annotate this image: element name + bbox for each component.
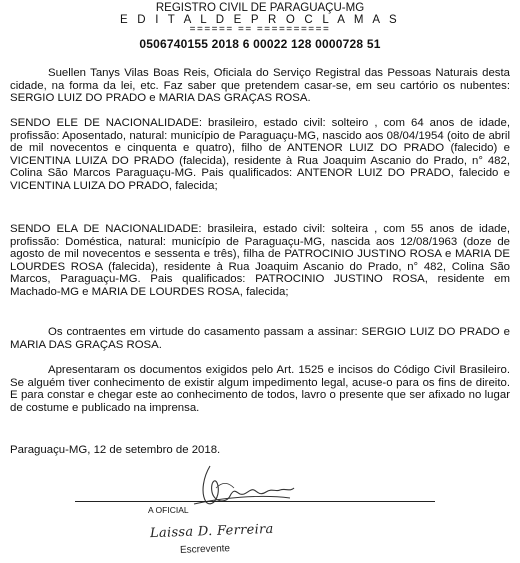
registry-title: REGISTRO CIVIL DE PARAGUAÇU-MG bbox=[155, 2, 365, 14]
signature-line bbox=[75, 501, 435, 502]
signature-label: A OFICIAL bbox=[148, 505, 189, 515]
bride-paragraph: SENDO ELA DE NACIONALIDADE: brasileira, estado civil: solteira , com 55 anos de idade, profissão: Doméstica, natural: município de Paraguaçu-MG, nascida aos 12/08/1963 (doze de agosto de mil novecentos e sessenta e três), filha de PATROCINIO JUSTINO ROSA e MARIA DE LOURDES ROSA (falecida), residente à Rua Joaquim Ascanio do Prado, n° 482, Colina São Marcos, Paraguaçu-MG. Pais qualificados: PATROCINIO JUSTINO ROSA, residente em Machado-MG e MARIA DE LOURDES ROSA, falecida; bbox=[10, 223, 510, 298]
edital-title: E D I T A L D E P R O C L A M A S bbox=[120, 14, 400, 26]
stamp-name: Laissa D. Ferreira bbox=[149, 521, 274, 542]
stamp-role: Escrevente bbox=[179, 543, 231, 556]
handwritten-signature bbox=[190, 458, 300, 513]
title-underline: ====== == ========== bbox=[189, 24, 331, 35]
intro-paragraph: Suellen Tanys Vilas Boas Reis, Oficiala do Serviço Registral das Pessoas Naturais desta cidade, na forma da lei, etc. Faz saber que pretendem casar-se, em seu cartório os nubentes: SERGIO LUIZ DO PRADO e MARIA DAS GRAÇAS ROSA. bbox=[10, 67, 510, 105]
documents-paragraph: Apresentaram os documentos exigidos pelo Art. 1525 e incisos do Código Civil Brasileiro. Se alguém tiver conhecimento de existir algum impedimento legal, acuse-o para os fins de direito. E para constar e chegar este ao conhecimento de todos, lavro o presente que ser afixado no lugar de costume e publicado na imprensa. bbox=[10, 364, 510, 414]
groom-paragraph: SENDO ELE DE NACIONALIDADE: brasileiro, estado civil: solteiro , com 64 anos de idade, profissão: Aposentado, natural: município de Paraguaçu-MG, nascido aos 08/04/1954 (oito de abril de mil novecentos e cinquenta e quatro), filho de ANTENOR LUIZ DO PRADO (falecido) e VICENTINA LUIZA DO PRADO (falecida), residente à Rua Joaquim Ascanio do Prado, n° 482, Colina São Marcos Paraguaçu-MG. Pais qualificados: ANTENOR LUIZ DO PRADO, falecido e VICENTINA LUIZA DO PRADO, falecida; bbox=[10, 117, 510, 192]
signature-names-paragraph: Os contraentes em virtude do casamento passam a assinar: SERGIO LUIZ DO PRADO e MARIA DAS GRAÇAS ROSA. bbox=[10, 326, 510, 351]
date-line: Paraguaçu-MG, 12 de setembro de 2018. bbox=[10, 444, 221, 456]
registry-code: 0506740155 2018 6 00022 128 0000728 51 bbox=[139, 37, 381, 51]
